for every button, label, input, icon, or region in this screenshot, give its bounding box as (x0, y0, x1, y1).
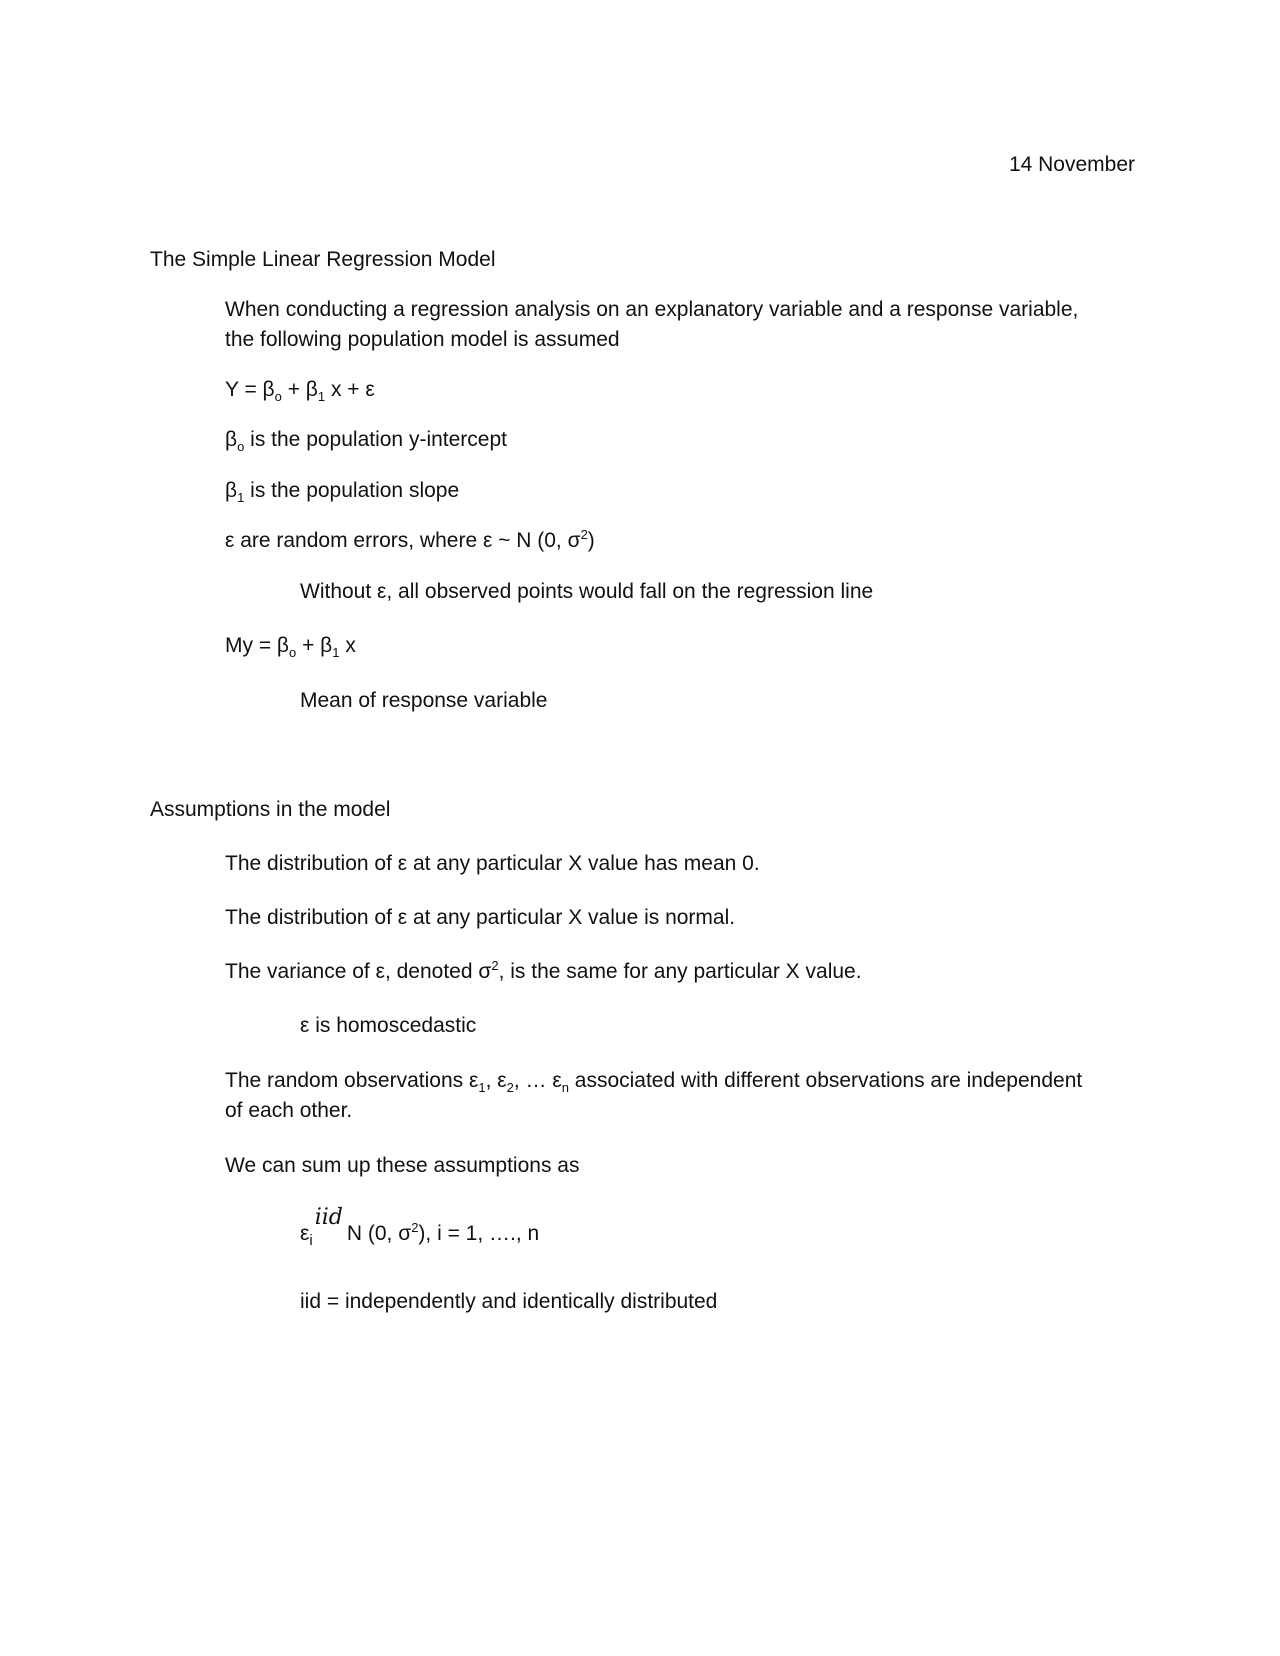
section-title-regression: The Simple Linear Regression Model (150, 248, 496, 271)
without-epsilon-note: Without ε, all observed points would fall on the regression line (300, 580, 874, 603)
errors-definition: ε are random errors, where ε ~ N (0, $\sigma^2$) (225, 527, 595, 552)
homoscedastic-note: ε is homoscedastic (300, 1014, 477, 1037)
sum-up-sentence: We can sum up these assumptions as (225, 1154, 580, 1177)
assumption-normal: The distribution of ε at any particular X value is normal. (225, 906, 736, 929)
mean-equation: $My = \beta_o + \beta_1$ x (225, 634, 356, 661)
iid-label: iid (314, 1205, 343, 1230)
mean-label: Mean of response variable (300, 689, 548, 712)
intro-paragraph: When conducting a regression analysis on an explanatory variable and a response variable, the following population model is assumed (225, 298, 1079, 351)
assumption-independence: The random observations $\varepsilon_1$, $\varepsilon_2$, … $\varepsilon_n$ associated with different observations are independent of each other. (225, 1069, 1083, 1122)
date-header: 14 November (1008, 153, 1135, 176)
iid-definition: iid = independently and identically distributed (300, 1290, 718, 1313)
assumption-mean: The distribution of ε at any particular X value has mean 0. (225, 852, 760, 875)
beta0-definition: $\beta_o$ is the population y-intercept (225, 428, 507, 455)
section-title-assumptions: Assumptions in the model (150, 798, 391, 821)
model-equation: $Y = \beta_o + \beta_1$ x + ε (225, 378, 375, 405)
iid-formula: $\varepsilon_iiidN$ (0, $\sigma^2$), i = 1, …., n (300, 1205, 540, 1250)
assumption-variance: The variance of ε, denoted $\sigma^2$, is the same for any particular X value. (225, 958, 862, 983)
beta1-definition: $\beta_1$ is the population slope (225, 479, 460, 506)
